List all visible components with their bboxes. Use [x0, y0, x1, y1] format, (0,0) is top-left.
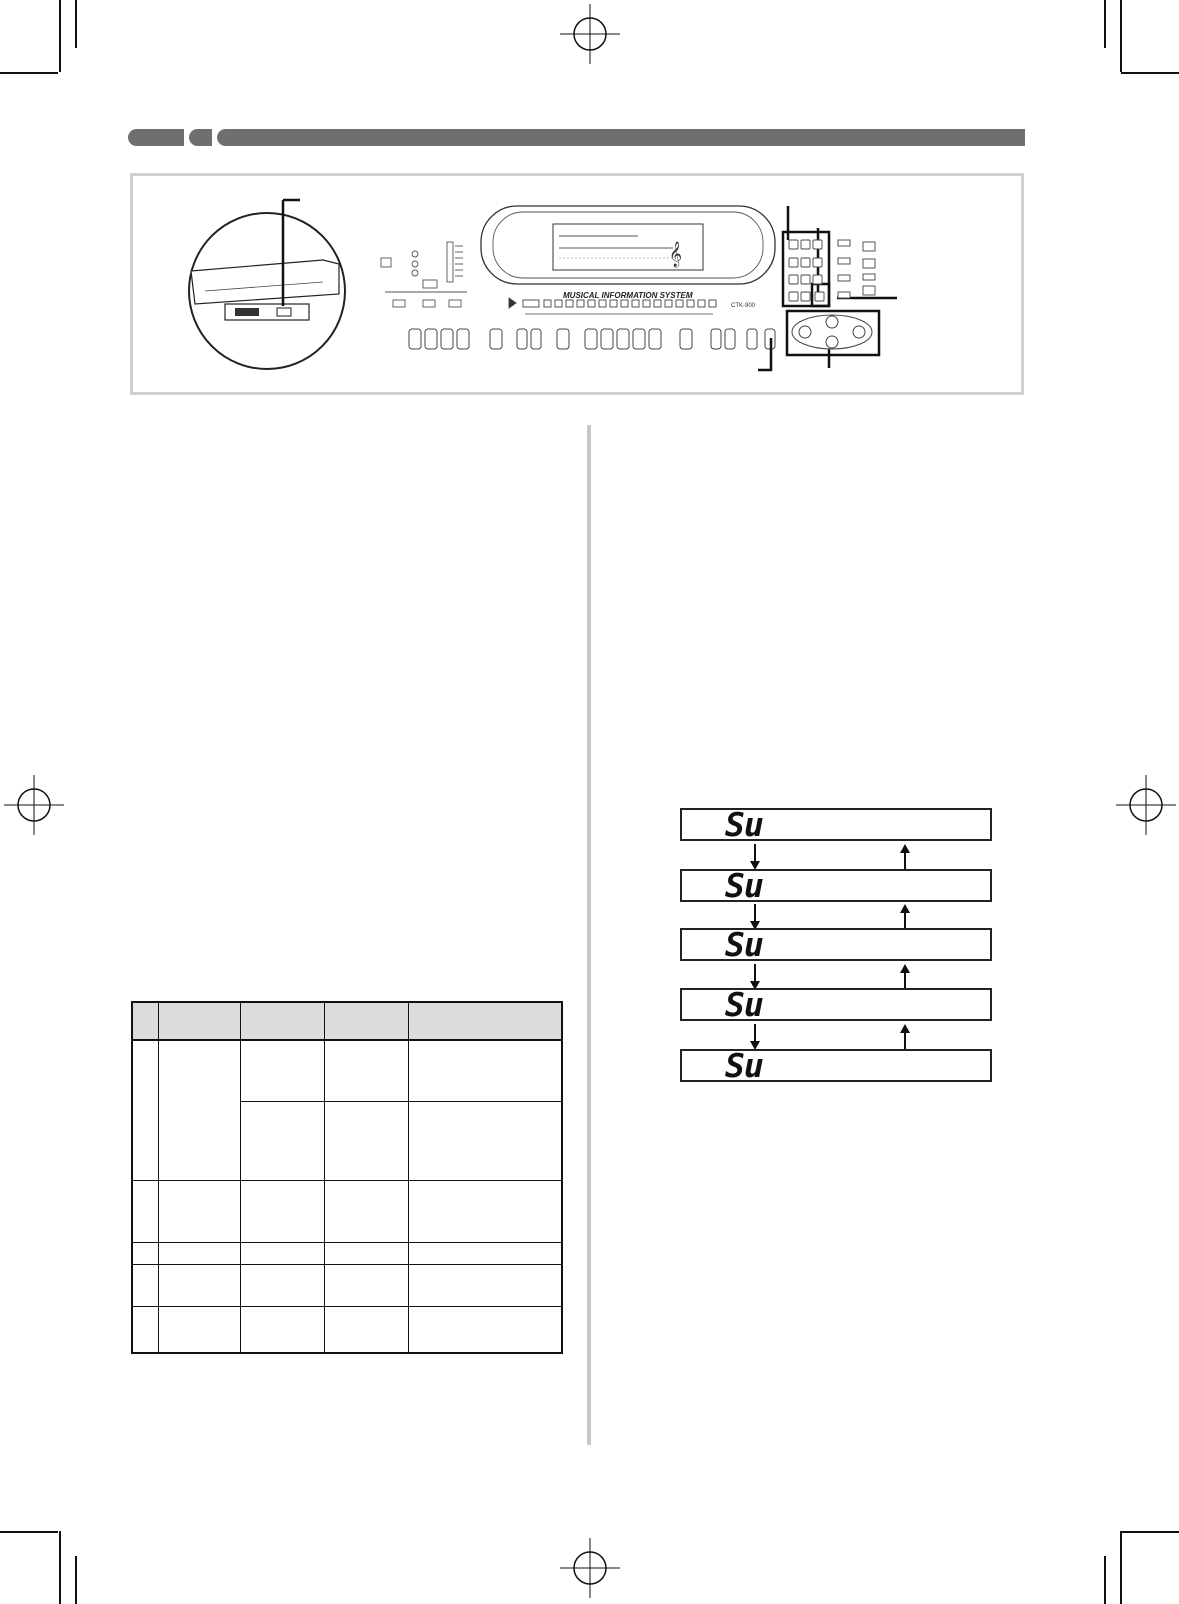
tone-button-row [509, 298, 716, 314]
table-cell [240, 1180, 324, 1242]
registration-mark-left [4, 775, 64, 835]
keyboard-illustration [130, 173, 1024, 395]
registration-mark-bottom [560, 1538, 620, 1598]
crop-mark [75, 1556, 77, 1604]
table-cell [240, 1102, 324, 1180]
table-cell [158, 1180, 240, 1242]
up-arrow-icon [900, 844, 910, 853]
table-cell [408, 1040, 562, 1102]
lcd-display-box [680, 805, 992, 844]
table-cell [324, 1102, 408, 1180]
settings-table [131, 1001, 563, 1354]
table-header-cell [240, 1002, 324, 1040]
lcd-display-text: Su [725, 805, 763, 844]
up-arrow-icon [900, 904, 910, 913]
table-cell [408, 1102, 562, 1180]
crop-mark [59, 1531, 61, 1604]
table-row [132, 1180, 562, 1242]
lcd-display-box [680, 985, 992, 1024]
table-header-row [132, 1002, 562, 1040]
lcd-display-box [680, 1046, 992, 1085]
table-cell [240, 1306, 324, 1353]
table-cell [408, 1306, 562, 1353]
table-cell [324, 1040, 408, 1102]
table-header-cell [408, 1002, 562, 1040]
left-controls [381, 242, 467, 307]
table-cell [408, 1180, 562, 1242]
lcd-display-box [680, 866, 992, 905]
table-cell [132, 1265, 158, 1307]
header-bar-segment [217, 129, 1025, 146]
table-header-cell [324, 1002, 408, 1040]
table-header-cell [158, 1002, 240, 1040]
table-cell [408, 1242, 562, 1264]
display-housing [481, 206, 775, 300]
table-row [132, 1265, 562, 1307]
table-cell [158, 1306, 240, 1353]
crop-mark [0, 1531, 58, 1533]
registration-mark-right [1116, 775, 1176, 835]
table-cell [324, 1265, 408, 1307]
floppy-drive-callout [189, 200, 345, 369]
crop-mark [1120, 0, 1122, 72]
table-cell [324, 1242, 408, 1264]
crop-mark [0, 72, 58, 74]
crop-mark [1121, 1531, 1179, 1533]
table-cell [408, 1265, 562, 1307]
table-row [132, 1306, 562, 1353]
lcd-display-text: Su [725, 866, 763, 905]
svg-text:𝄞: 𝄞 [669, 242, 683, 267]
table-cell [324, 1306, 408, 1353]
lcd-display-text: Su [725, 1046, 763, 1085]
crop-mark [1104, 0, 1106, 48]
table-cell [158, 1242, 240, 1264]
lcd-display-box [680, 925, 992, 964]
table-cell [240, 1265, 324, 1307]
table-cell [240, 1040, 324, 1102]
registration-mark-top [560, 4, 620, 64]
lcd-display-text: Su [725, 985, 763, 1024]
crop-mark [59, 0, 61, 72]
crop-mark [75, 0, 77, 48]
table-cell [324, 1180, 408, 1242]
lcd-display-text: Su [725, 925, 763, 964]
lower-button-row [409, 329, 775, 349]
header-bar-segment [128, 129, 184, 146]
up-arrow-icon [900, 1024, 910, 1033]
crop-mark [1120, 1531, 1122, 1604]
table-row [132, 1242, 562, 1264]
number-pad [783, 232, 875, 306]
table-cell [132, 1242, 158, 1264]
table-cell [132, 1306, 158, 1353]
table-cell [132, 1180, 158, 1242]
table-cell [158, 1040, 240, 1180]
keyboard-panel-illustration [133, 176, 1021, 392]
table-cell [132, 1040, 158, 1180]
crop-mark [1104, 1556, 1106, 1604]
crop-mark [1121, 72, 1179, 74]
panel-label: MUSICAL INFORMATION SYSTEM [563, 291, 693, 300]
up-arrow-icon [900, 964, 910, 973]
model-label: CTK-900 [731, 303, 756, 309]
table-row [132, 1040, 562, 1102]
table-cell [158, 1265, 240, 1307]
table-cell [240, 1242, 324, 1264]
header-bar-segment [189, 129, 212, 146]
column-separator [587, 425, 591, 1445]
table-header-cell [132, 1002, 158, 1040]
cursor-pad [787, 311, 879, 355]
